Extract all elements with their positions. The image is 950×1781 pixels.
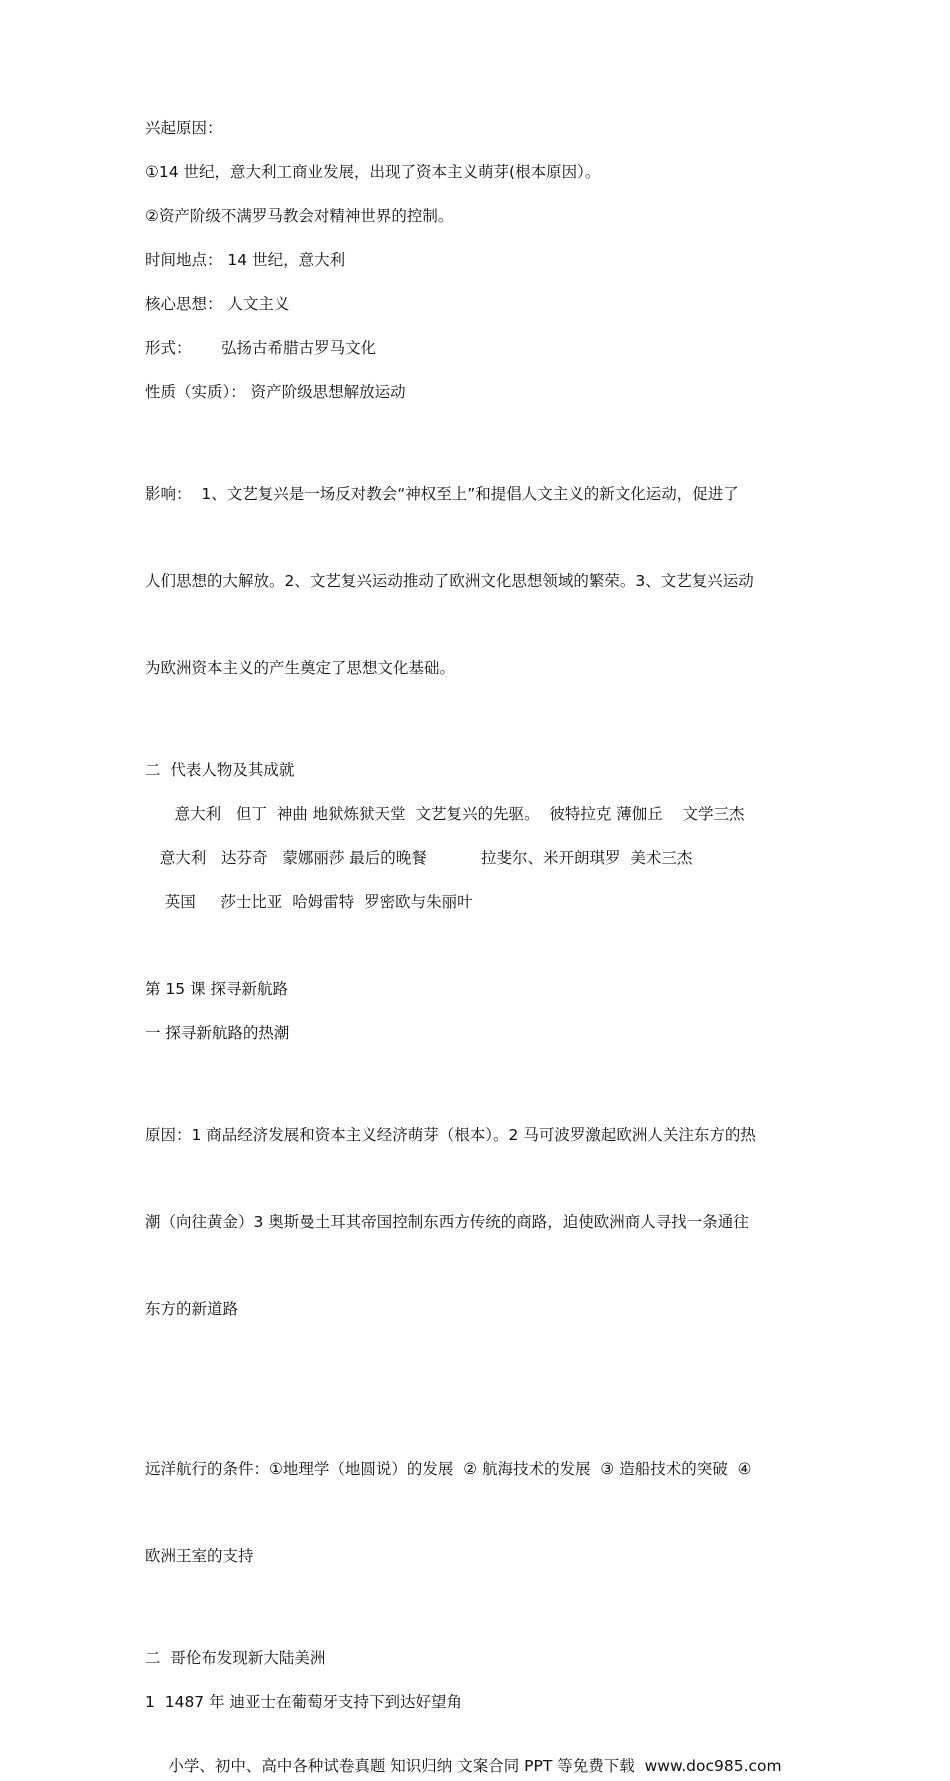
text-line: 意大利 但丁 神曲 地狱炼狱天堂 文艺复兴的先驱。 彼特拉克 薄伽丘 文学三杰 bbox=[145, 805, 745, 823]
text-line: 性质（实质）： 资产阶级思想解放运动 bbox=[145, 383, 406, 401]
paragraph-literature bbox=[145, 800, 825, 829]
text-line: ②资产阶级不满罗马教会对精神世界的控制。 bbox=[145, 207, 454, 225]
text-line: 核心思想： 人文主义 bbox=[145, 295, 290, 313]
text-line: 远洋航行的条件：①地理学（地圆说）的发展 ② 航海技术的发展 ③ 造船技术的突破 ④ bbox=[145, 1460, 752, 1478]
text-line: 英国 莎士比亚 哈姆雷特 罗密欧与朱丽叶 bbox=[145, 893, 473, 911]
text-line: 欧洲王室的支持 bbox=[145, 1547, 254, 1565]
text-line: ①14 世纪，意大利工商业发展，出现了资本主义萌芽(根本原因）。 bbox=[145, 163, 601, 181]
page-footer: 小学、初中、高中各种试卷真题 知识归纳 文案合同 PPT 等免费下载 www.doc985.com bbox=[168, 1757, 782, 1775]
paragraph-influence bbox=[145, 422, 825, 741]
text-line: 人们思想的大解放。2、文艺复兴运动推动了欧洲文化思想领域的繁荣。3、文艺复兴运动 bbox=[145, 572, 754, 590]
paragraph-form bbox=[145, 334, 825, 363]
paragraph-dias bbox=[145, 1688, 825, 1717]
section-heading-figures bbox=[145, 756, 825, 785]
section-heading-columbus bbox=[145, 1644, 825, 1673]
paragraph-cause-1 bbox=[145, 158, 825, 187]
text-line: 东方的新道路 bbox=[145, 1300, 239, 1318]
text-line: 形式： 弘扬古希腊古罗马文化 bbox=[145, 339, 377, 357]
paragraph-nature bbox=[145, 378, 825, 407]
text-line: 兴起原因： bbox=[145, 119, 223, 137]
paragraph-england bbox=[145, 888, 825, 917]
paragraph-rise-causes-heading bbox=[145, 114, 825, 143]
lesson-title bbox=[145, 975, 825, 1004]
text-line: 原因：1 商品经济发展和资本主义经济萌芽（根本）。2 马可波罗激起欧洲人关注东方的热 bbox=[145, 1126, 756, 1144]
text-line: 潮（向往黄金）3 奥斯曼土耳其帝国控制东西方传统的商路，迫使欧洲商人寻找一条通往 bbox=[145, 1213, 749, 1231]
text-line: 一 探寻新航路的热潮 bbox=[145, 1024, 290, 1042]
paragraph-core-idea bbox=[145, 290, 825, 319]
text-line: 意大利 达芬奇 蒙娜丽莎 最后的晚餐 拉斐尔、米开朗琪罗 美术三杰 bbox=[145, 849, 693, 867]
paragraph-reasons bbox=[145, 1063, 825, 1382]
section-heading-new-routes bbox=[145, 1019, 825, 1048]
text-line: 为欧洲资本主义的产生奠定了思想文化基础。 bbox=[145, 659, 456, 677]
paragraph-art bbox=[145, 844, 825, 873]
text-line: 二 代表人物及其成就 bbox=[145, 761, 295, 779]
text-line: 第 15 课 探寻新航路 bbox=[145, 980, 289, 998]
paragraph-conditions bbox=[145, 1397, 825, 1629]
text-line: 二 哥伦布发现新大陆美洲 bbox=[145, 1649, 326, 1667]
paragraph-cause-2 bbox=[145, 202, 825, 231]
text-line: 1 1487 年 迪亚士在葡萄牙支持下到达好望角 bbox=[145, 1693, 463, 1711]
text-line: 时间地点： 14 世纪，意大利 bbox=[145, 251, 346, 269]
text-line: 影响： 1、文艺复兴是一场反对教会“神权至上”和提倡人文主义的新文化运动，促进了 bbox=[145, 485, 739, 503]
paragraph-time-place bbox=[145, 246, 825, 275]
